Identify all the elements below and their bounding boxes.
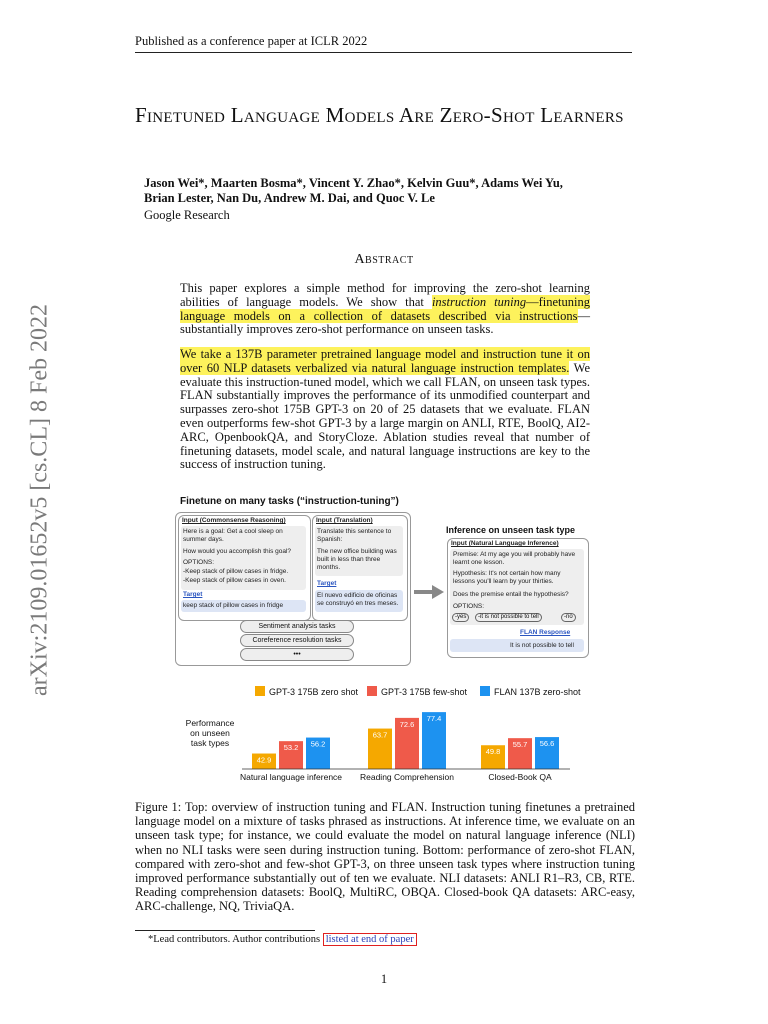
performance-chart [170, 682, 602, 794]
abstract-p2-highlight: We take a 137B parameter pretrained language model and instruction tune it on over 60 NLP datasets verbalized via natural language instruction templates. [180, 347, 590, 375]
pill-more: ••• [240, 648, 354, 661]
commonsense-target-label: Target [183, 591, 203, 598]
commonsense-target: keep stack of pillow cases in fridge [183, 602, 284, 609]
footnote [148, 934, 417, 945]
abstract-paragraph-2 [180, 348, 590, 472]
figure-caption: Figure 1: Top: overview of instruction tuning and FLAN. Instruction tuning finetunes a pretrained language model on a mixture of tasks phrased as instructions. At inference time, we evaluate on an unseen task type; for instance, we could evaluate the model on natural language inference (NLI) when no NLI tasks were seen during instruction tuning. Bottom: performance of zero-shot FLAN, compared with zero-shot and few-shot GPT-3, on three unseen task types where instruction tuning improved performance substantially out of ten we evaluate. NLI datasets: ANLI R1–R3, CB, RTE. Reading comprehension datasets: BoolQ, MultiRC, OBQA. Closed-book QA datasets: ARC-easy, ARC-challenge, NQ, TriviaQA. [135, 800, 635, 914]
paper-title: Finetuned Language Models Are Zero-Shot Learners [135, 103, 624, 127]
running-header: Published as a conference paper at ICLR 2022 [135, 34, 368, 48]
abstract-p1-text: This paper explores a simple method for improving the zero-shot learning abilities of language models. We show that [180, 281, 590, 309]
figure-1 [170, 492, 602, 794]
flan-response: It is not possible to tell [510, 642, 574, 649]
pill-sentiment: Sentiment analysis tasks [240, 620, 354, 633]
legend-swatch-1 [255, 686, 265, 696]
data-label-3-2: 55.7 [512, 740, 528, 750]
abstract-p2-text: We evaluate this instruction-tuned model, which we call FLAN, on unseen task types. FLAN substantially improves the performance of its unmodified counterpart and surpasses zero-shot 175B GPT-3 on 20 of 25 datasets that we evaluate. FLAN even outperforms few-shot GPT-3 by a large margin on ANLI, RTE, BoolQ, AI2-ARC, OpenbookQA, and StoryCloze. Ablation studies reveal that number of finetuning datasets, model scale, and natural language instructions are key to the success of instruction tuning. [180, 360, 590, 472]
commonsense-goal: Here is a goal: Get a cool sleep on summer days. [183, 528, 283, 543]
nli-label: Input (Natural Language Inference) [451, 540, 559, 547]
translation-label: Input (Translation) [316, 517, 373, 524]
authors-line-1: Jason Wei*, Maarten Bosma*, Vincent Y. Zhao*, Kelvin Guu*, Adams Wei Yu, [144, 176, 563, 190]
commonsense-label: Input (Commonsense Reasoning) [182, 517, 286, 524]
legend-label-3: FLAN 137B zero-shot [494, 687, 581, 697]
arxiv-stamp: arXiv:2109.01652v5 [cs.CL] 8 Feb 2022 [26, 304, 53, 696]
data-label-2-1: 63.7 [372, 730, 388, 740]
nli-option-unsure: -it is not possible to tell [475, 613, 542, 622]
commonsense-option-2: -Keep stack of pillow cases in oven. [183, 577, 286, 584]
finetune-title: Finetune on many tasks (“instruction-tuning”) [180, 496, 399, 507]
y-axis-label-line-1: Performance [185, 718, 235, 728]
data-label-1-2: 53.2 [283, 743, 299, 753]
nli-option-no: -no [561, 613, 576, 622]
nli-premise: Premise: At my age you will probably have learnt one lesson. [453, 551, 576, 566]
authors-line-2: Brian Lester, Nan Du, Andrew M. Dai, and Quoc V. Le [144, 191, 435, 205]
data-label-3-3: 56.6 [539, 739, 555, 749]
commonsense-question: How would you accomplish this goal? [183, 548, 292, 555]
abstract-heading: Abstract [354, 252, 414, 267]
y-axis-label-line-3: task types [190, 738, 230, 748]
legend-swatch-3 [480, 686, 490, 696]
category-label-3: Closed-Book QA [488, 772, 552, 782]
nli-option-yes: -yes [452, 613, 469, 622]
page-number: 1 [380, 972, 388, 986]
footnote-rule [135, 930, 315, 931]
legend-label-1: GPT-3 175B zero shot [269, 687, 359, 697]
author-contributions-link[interactable]: listed at end of paper [323, 933, 417, 946]
pill-coreference: Coreference resolution tasks [240, 634, 354, 647]
commonsense-options-label: OPTIONS: [183, 559, 215, 566]
legend-swatch-2 [367, 686, 377, 696]
flan-response-label: FLAN Response [520, 629, 571, 636]
translation-target: El nuevo edificio de oficinas se construyó en tres meses. [317, 592, 399, 607]
abstract-p1-tail: —substantially improves zero-shot performance on unseen tasks. [180, 308, 590, 337]
y-axis-label-line-2: on unseen [190, 728, 230, 738]
data-label-1-3: 56.2 [310, 739, 326, 749]
data-label-3-1: 49.8 [485, 747, 501, 757]
translation-instruction: Translate this sentence to Spanish: [317, 528, 392, 543]
affiliation: Google Research [144, 208, 230, 222]
inference-title: Inference on unseen task type [446, 525, 576, 535]
category-label-2: Reading Comprehension [359, 772, 455, 782]
nli-hypothesis: Hypothesis: It's not certain how many lessons you'll learn by your thirties. [453, 570, 561, 585]
footnote-text: *Lead contributors. Author contributions [148, 934, 323, 945]
abstract-p1-highlight-text: —finetuning language models on a collection of datasets described via instructions [180, 294, 590, 323]
legend-label-2: GPT-3 175B few-shot [381, 687, 468, 697]
header-rule [135, 52, 632, 53]
right-arrow-icon [414, 584, 446, 600]
translation-source: The new office building was built in less than three months. [317, 548, 397, 571]
data-label-1-1: 42.9 [256, 755, 272, 765]
abstract-p1-italic: instruction tuning [431, 294, 527, 309]
nli-question: Does the premise entail the hypothesis? [453, 591, 569, 598]
commonsense-option-1: -Keep stack of pillow cases in fridge. [183, 568, 289, 575]
data-label-2-2: 72.6 [399, 719, 415, 729]
author-list [144, 176, 624, 206]
translation-target-label: Target [317, 580, 337, 587]
category-label-1: Natural language inference [239, 772, 343, 782]
abstract-paragraph-1 [180, 282, 590, 337]
nli-options-label: OPTIONS: [453, 603, 485, 610]
data-label-2-3: 77.4 [426, 714, 442, 724]
